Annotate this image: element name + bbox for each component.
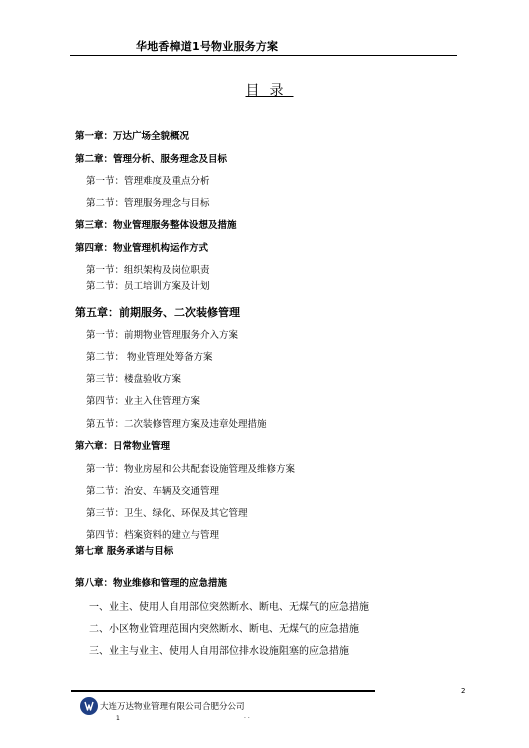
toc-chapter-7: 第七章 服务承诺与目标 <box>75 546 174 557</box>
page-number: 2 <box>461 687 466 695</box>
footer-company: 大连万达物业管理有限公司合肥分公司 <box>100 702 245 712</box>
toc-section: 第一节：组织架构及岗位职责 <box>86 265 210 276</box>
toc-chapter-6: 第六章：日常物业管理 <box>75 441 171 452</box>
toc-chapter-4: 第四章：物业管理机构运作方式 <box>75 243 209 254</box>
toc-chapter-5: 第五章：前期服务、二次装修管理 <box>75 306 240 319</box>
toc-item: 一、业主、使用人自用部位突然断水、断电、无煤气的应急措施 <box>89 602 369 613</box>
toc-section: 第三节：楼盘验收方案 <box>86 374 182 385</box>
toc-section: 第二节：管理服务理念与目标 <box>86 198 210 209</box>
toc-section: 第一节：物业房屋和公共配套设施管理及维修方案 <box>86 464 296 475</box>
company-logo <box>80 697 98 715</box>
footer-foot: 1 <box>116 715 120 722</box>
toc-chapter-2: 第二章：管理分析、服务理念及目标 <box>75 154 228 165</box>
header-rule <box>70 55 457 56</box>
toc-section: 第一节：前期物业管理服务介入方案 <box>86 330 239 341</box>
footer-dots: · · <box>244 715 250 722</box>
toc-section: 第四节：档案资料的建立与管理 <box>86 530 220 541</box>
toc-section: 第一节：管理难度及重点分析 <box>86 176 210 187</box>
toc-item: 二、小区物业管理范围内突然断水、断电、无煤气的应急措施 <box>89 624 359 635</box>
logo-mark-icon <box>83 700 95 712</box>
toc-section: 第二节：员工培训方案及计划 <box>86 281 210 292</box>
toc-chapter-1: 第一章：万达广场全貌概况 <box>75 131 190 142</box>
header-title: 华地香樟道1号物业服务方案 <box>136 40 279 53</box>
toc-chapter-3: 第三章：物业管理服务整体设想及措施 <box>75 220 237 231</box>
toc-section: 第二节：治安、车辆及交通管理 <box>86 486 220 497</box>
toc-title: 目录 <box>245 83 294 99</box>
toc-section: 第五节：二次装修管理方案及违章处理措施 <box>86 419 267 430</box>
toc-chapter-8: 第八章：物业维修和管理的应急措施 <box>75 578 228 589</box>
toc-section: 第二节： 物业管理处筹备方案 <box>86 352 213 363</box>
footer-rule <box>71 690 375 692</box>
toc-section: 第三节：卫生、绿化、环保及其它管理 <box>86 508 248 519</box>
toc-section: 第四节：业主入住管理方案 <box>86 396 201 407</box>
toc-item: 三、业主与业主、使用人自用部位排水设施阻塞的应急措施 <box>89 646 349 657</box>
